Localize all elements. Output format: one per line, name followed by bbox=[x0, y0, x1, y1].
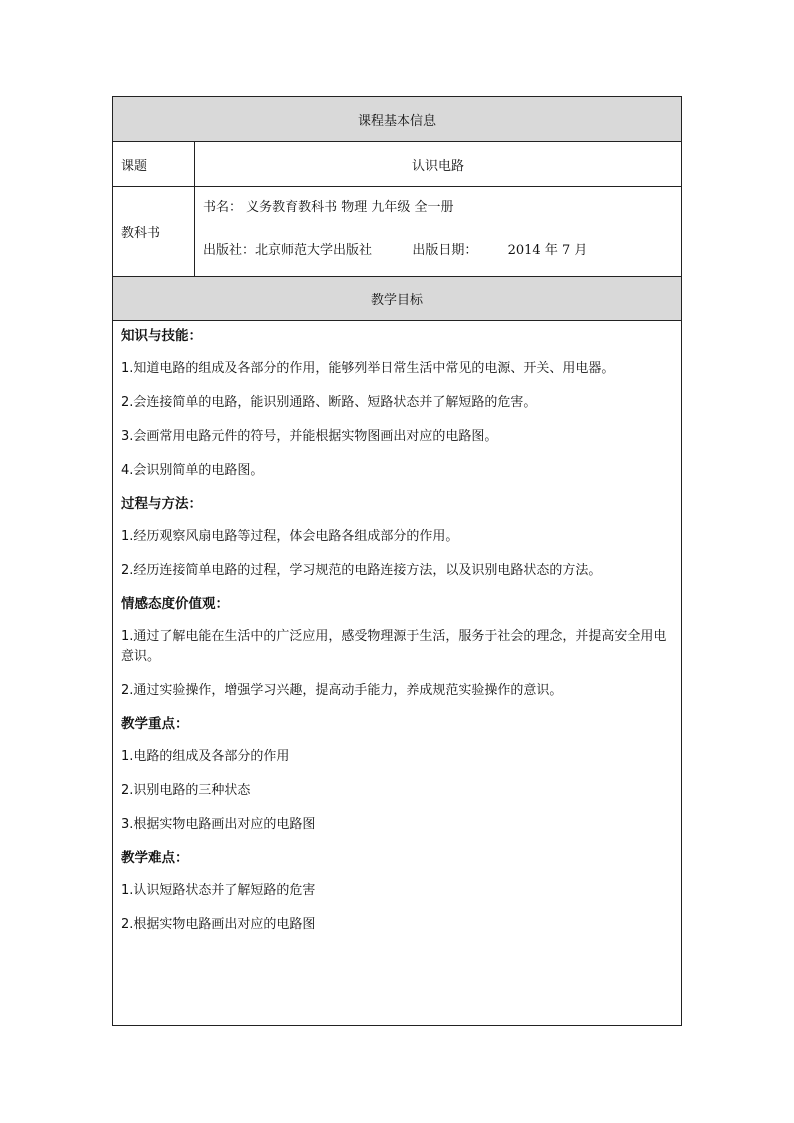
publish-year: 2014 bbox=[507, 243, 541, 258]
knowledge-item: 3.会画常用电路元件的符号，并能根据实物图画出对应的电路图。 bbox=[121, 429, 498, 444]
publisher-line bbox=[203, 239, 587, 258]
topic-label: 课题 bbox=[113, 142, 195, 186]
key-point-item: 1.电路的组成及各部分的作用 bbox=[121, 749, 290, 764]
key-point-item: 3.根据实物电路画出对应的电路图 bbox=[121, 817, 316, 832]
publisher-value: 北京师范大学出版社 bbox=[255, 243, 373, 258]
publish-date-label: 出版日期： bbox=[412, 243, 478, 258]
publish-month-unit: 月 bbox=[574, 243, 588, 258]
textbook-info bbox=[195, 187, 681, 276]
goals-header-text: 教学目标 bbox=[370, 293, 423, 308]
lesson-plan-table bbox=[112, 96, 682, 1026]
knowledge-item: 2.会连接简单的电路，能识别通路、断路、短路状态并了解短路的危害。 bbox=[121, 395, 537, 410]
key-point-item: 2.识别电路的三种状态 bbox=[121, 783, 251, 798]
section-title-difficulties: 教学难点： bbox=[121, 850, 189, 866]
section-title-process: 过程与方法： bbox=[121, 496, 202, 512]
difficulty-item: 2.根据实物电路画出对应的电路图 bbox=[121, 917, 316, 932]
basic-info-header-text: 课程基本信息 bbox=[357, 113, 436, 129]
book-name-line bbox=[203, 196, 454, 215]
publish-month: 7 bbox=[562, 243, 571, 258]
book-name-value: 义务教育教科书 物理 九年级 全一册 bbox=[246, 200, 454, 215]
process-item: 1.经历观察风扇电路等过程，体会电路各组成部分的作用。 bbox=[121, 529, 459, 544]
publish-year-unit: 年 bbox=[544, 243, 558, 258]
topic-value: 认识电路 bbox=[411, 158, 464, 174]
basic-info-header bbox=[113, 97, 681, 142]
publisher-label: 出版社： bbox=[203, 243, 256, 258]
section-title-knowledge: 知识与技能： bbox=[121, 328, 202, 344]
knowledge-item: 4.会识别简单的电路图。 bbox=[121, 463, 264, 478]
process-item: 2.经历连接简单电路的过程，学习规范的电路连接方法，以及识别电路状态的方法。 bbox=[121, 563, 602, 578]
difficulty-item: 1.认识短路状态并了解短路的危害 bbox=[121, 883, 316, 898]
knowledge-item: 1.知道电路的组成及各部分的作用，能够列举日常生活中常见的电源、开关、用电器。 bbox=[121, 361, 615, 376]
section-title-key-points: 教学重点： bbox=[121, 716, 189, 732]
section-title-attitude: 情感态度价值观： bbox=[121, 596, 229, 612]
textbook-label: 教科书 bbox=[113, 187, 195, 276]
attitude-item: 2.通过实验操作，增强学习兴趣，提高动手能力，养成规范实验操作的意识。 bbox=[121, 683, 563, 698]
topic-row bbox=[113, 142, 681, 187]
attitude-item: 1.通过了解电能在生活中的广泛应用，感受物理源于生活，服务于社会的理念，并提高安全用电意识。 bbox=[121, 629, 667, 664]
goals-header bbox=[113, 277, 681, 321]
goals-content bbox=[113, 321, 681, 949]
book-name-label: 书名： bbox=[203, 200, 243, 215]
textbook-row bbox=[113, 187, 681, 277]
